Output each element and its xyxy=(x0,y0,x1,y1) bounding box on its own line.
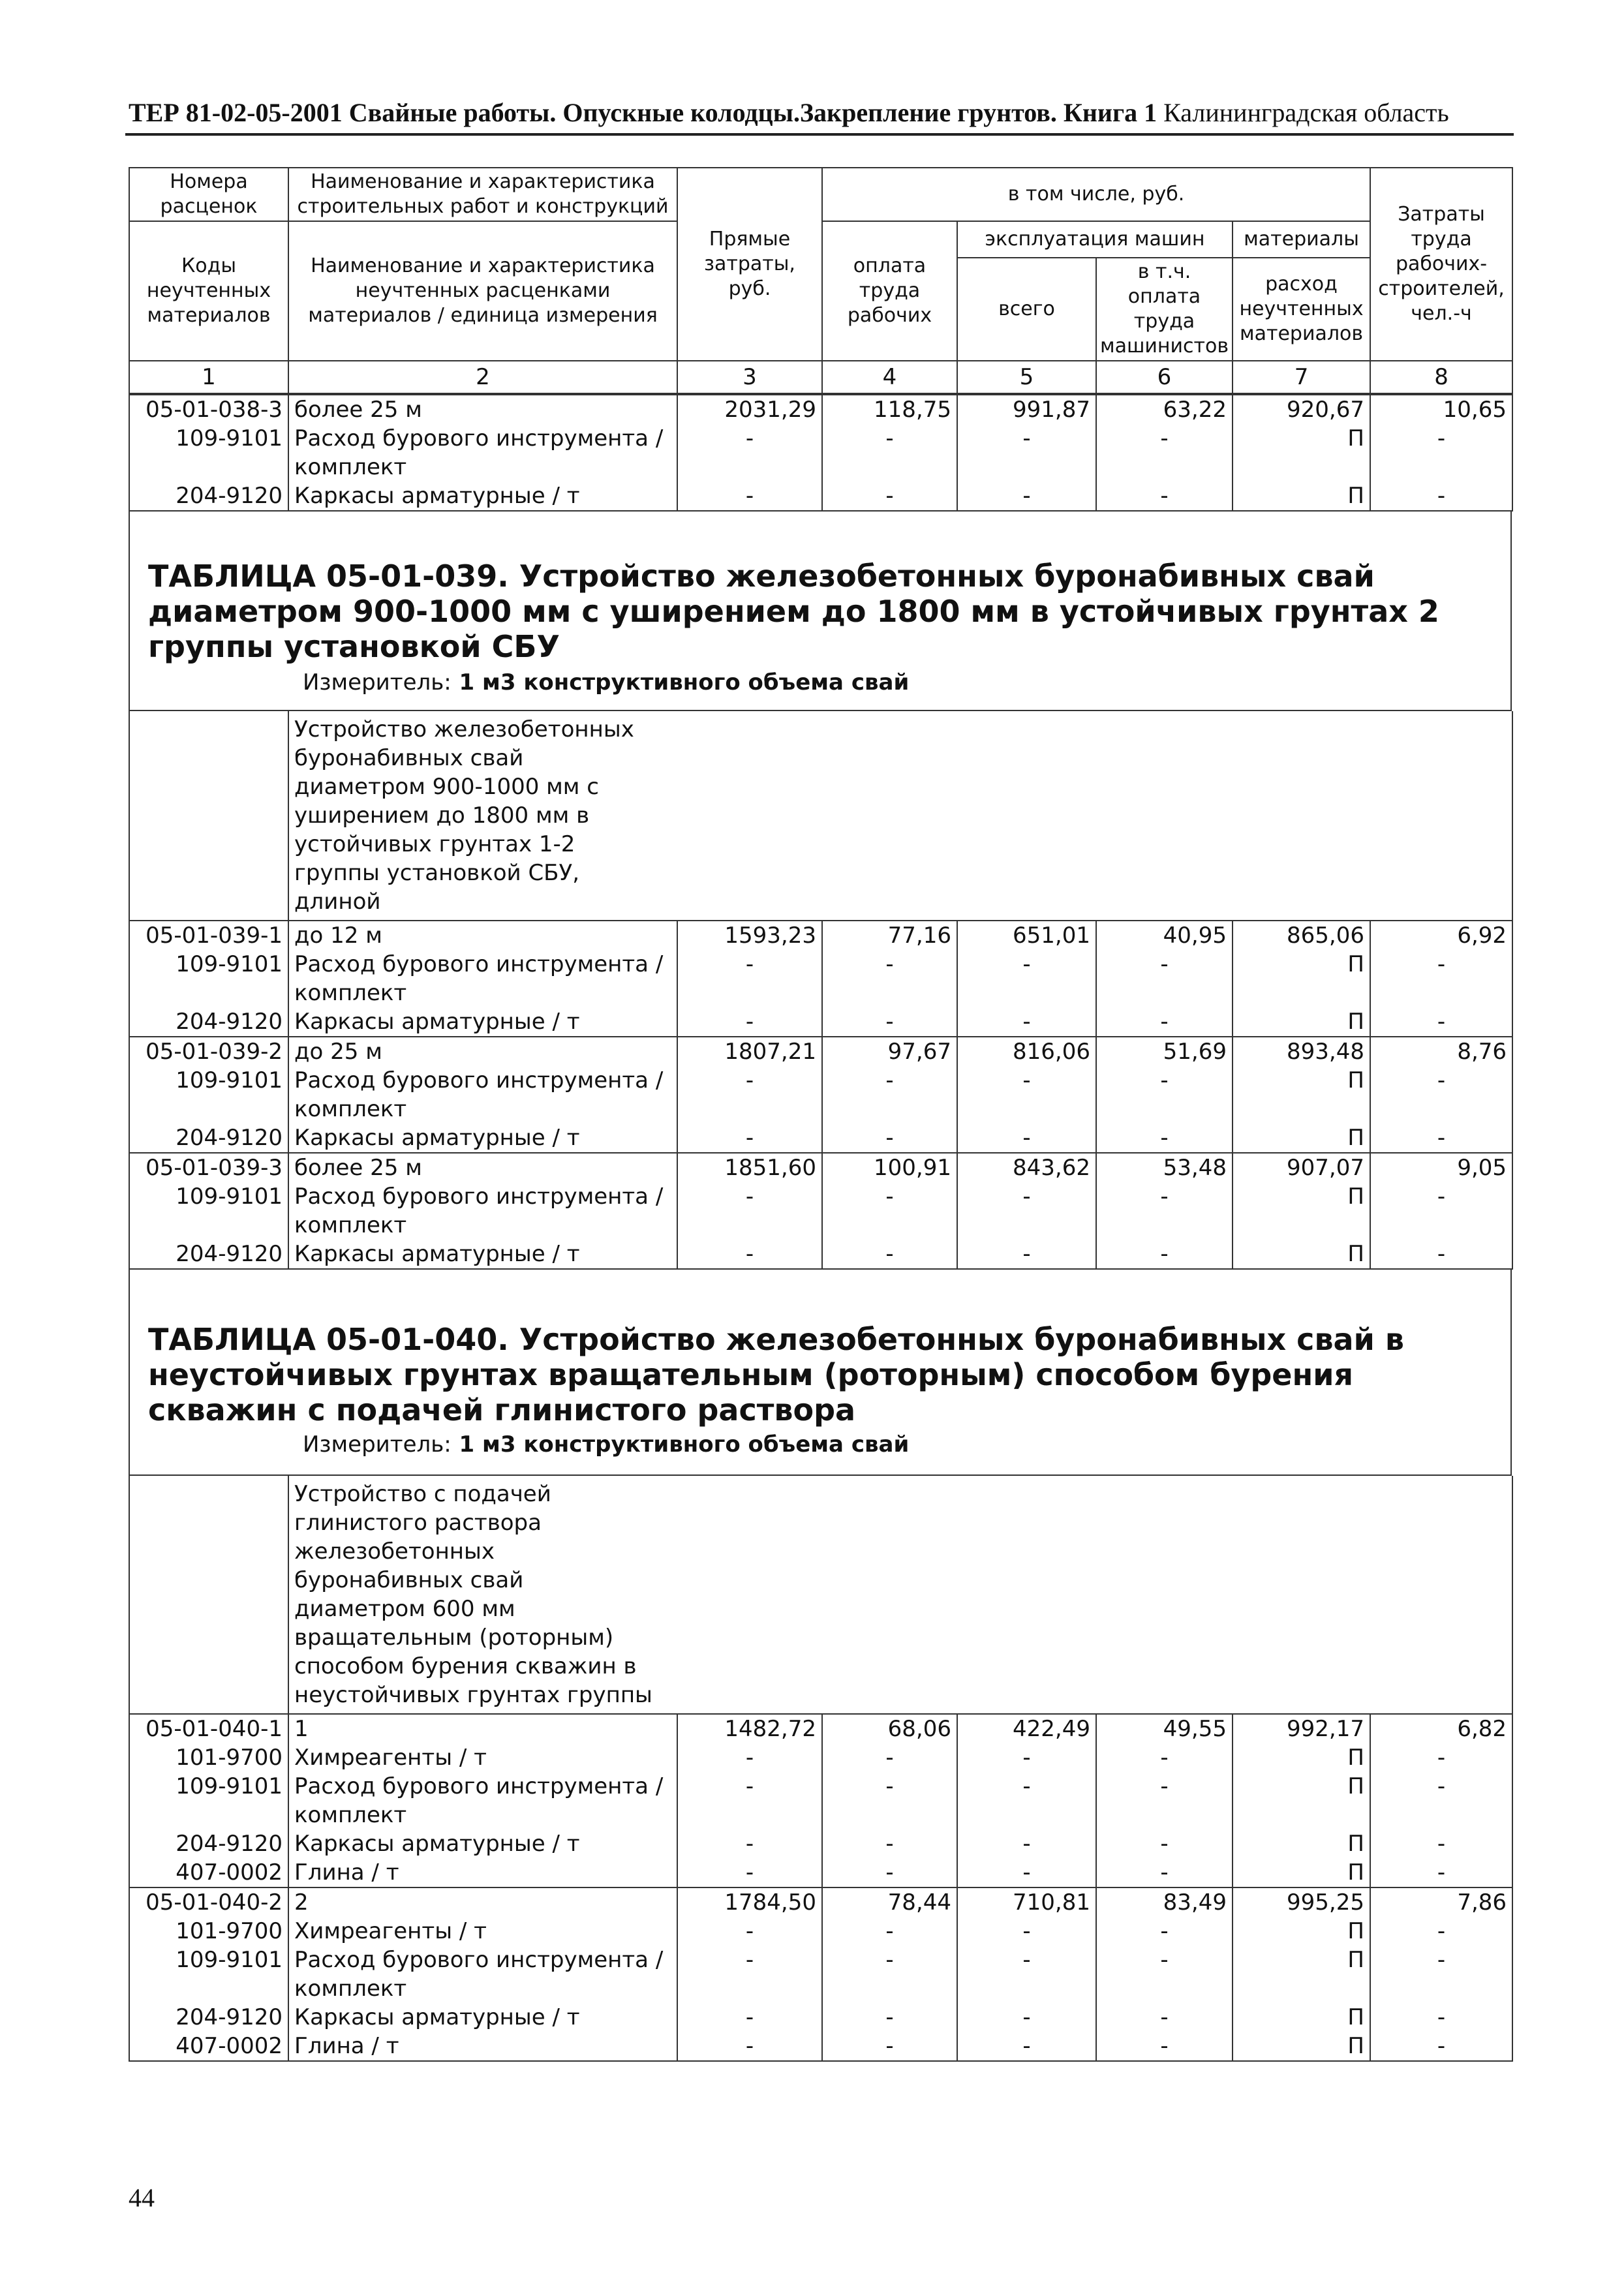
head-direct-costs: Прямые затраты, руб. xyxy=(677,168,822,361)
materials-cost: П xyxy=(1233,1829,1370,1858)
labor-costs: - xyxy=(1370,1743,1512,1772)
material-row xyxy=(129,1772,1512,1829)
worker-pay: - xyxy=(822,1240,957,1269)
rate-code: 101-9700 xyxy=(129,1917,288,1946)
direct-costs: - xyxy=(677,1066,822,1123)
labor-costs: - xyxy=(1370,2032,1512,2061)
rate-name: Глина / т xyxy=(288,2032,677,2061)
head-rate-numbers: Номера расценок xyxy=(129,168,288,221)
machinist-pay: - xyxy=(1096,2032,1233,2061)
direct-costs: - xyxy=(677,1829,822,1858)
machinist-pay: - xyxy=(1096,950,1233,1007)
machinist-pay: 49,55 xyxy=(1096,1714,1233,1743)
machinist-pay: - xyxy=(1096,1123,1233,1153)
section-meter xyxy=(303,1430,909,1459)
machines-total: 422,49 xyxy=(957,1714,1096,1743)
rates-block-040 xyxy=(129,1476,1513,2062)
head-materials: материалы xyxy=(1233,221,1370,258)
rate-name: Каркасы арматурные / т xyxy=(288,1829,677,1858)
rate-code: 407-0002 xyxy=(129,2032,288,2061)
rate-name: 2 xyxy=(288,1887,677,1917)
worker-pay: - xyxy=(822,424,957,481)
rate-name: более 25 м xyxy=(288,1153,677,1182)
material-row xyxy=(129,1946,1512,2003)
rate-row xyxy=(129,395,1512,424)
labor-costs: - xyxy=(1370,1240,1512,1269)
rate-name: Каркасы арматурные / т xyxy=(288,1240,677,1269)
meter-label: Измеритель: xyxy=(303,669,452,695)
labor-costs: - xyxy=(1370,424,1512,481)
worker-pay: - xyxy=(822,2003,957,2032)
section-05-01-039 xyxy=(129,512,1512,711)
machines-total: - xyxy=(957,2032,1096,2061)
running-header xyxy=(129,97,1512,129)
rate-code: 204-9120 xyxy=(129,1829,288,1858)
direct-costs: - xyxy=(677,1858,822,1887)
section-meter xyxy=(303,668,909,697)
materials-cost: П xyxy=(1233,950,1370,1007)
column-number: 7 xyxy=(1233,361,1370,393)
direct-costs: - xyxy=(677,2003,822,2032)
materials-cost: 907,07 xyxy=(1233,1153,1370,1182)
meter-value: 1 м3 конструктивного объема свай xyxy=(451,1431,910,1458)
head-machines-total: всего xyxy=(957,258,1096,361)
material-row xyxy=(129,1240,1512,1269)
rate-code: 05-01-040-1 xyxy=(129,1714,288,1743)
rate-row xyxy=(129,1037,1512,1066)
labor-costs: - xyxy=(1370,1182,1512,1240)
rate-name: Расход бурового инструмента / комплект xyxy=(288,950,677,1007)
materials-cost: П xyxy=(1233,2003,1370,2032)
rate-name: Расход бурового инструмента / комплект xyxy=(288,424,677,481)
materials-cost: П xyxy=(1233,481,1370,511)
rate-code: 204-9120 xyxy=(129,1007,288,1037)
machinist-pay: 63,22 xyxy=(1096,395,1233,424)
rate-code: 05-01-038-3 xyxy=(129,395,288,424)
machinist-pay: - xyxy=(1096,1772,1233,1829)
labor-costs: 9,05 xyxy=(1370,1153,1512,1182)
machines-total: - xyxy=(957,1743,1096,1772)
direct-costs: - xyxy=(677,1240,822,1269)
header-bold-text: ТЕР 81-02-05-2001 Свайные работы. Опускные колодцы.Закрепление грунтов. Книга 1 xyxy=(129,98,1157,127)
worker-pay: - xyxy=(822,950,957,1007)
column-number: 2 xyxy=(288,361,677,393)
direct-costs: - xyxy=(677,1007,822,1037)
rate-name: 1 xyxy=(288,1714,677,1743)
labor-costs: - xyxy=(1370,481,1512,511)
head-including: в том числе, руб. xyxy=(822,168,1370,221)
rate-name: Расход бурового инструмента / комплект xyxy=(288,1772,677,1829)
machines-total: 816,06 xyxy=(957,1037,1096,1066)
machinist-pay: - xyxy=(1096,1182,1233,1240)
section-description xyxy=(288,1476,1512,1714)
page-number: 44 xyxy=(129,2183,155,2212)
worker-pay: - xyxy=(822,1182,957,1240)
rate-code: 101-9700 xyxy=(129,1743,288,1772)
material-row xyxy=(129,950,1512,1007)
rate-row xyxy=(129,1153,1512,1182)
materials-cost: П xyxy=(1233,1858,1370,1887)
machines-total: - xyxy=(957,1829,1096,1858)
material-row xyxy=(129,1066,1512,1123)
machinist-pay: 53,48 xyxy=(1096,1153,1233,1182)
rate-code: 204-9120 xyxy=(129,2003,288,2032)
rate-code: 05-01-040-2 xyxy=(129,1887,288,1917)
rate-name: до 12 м xyxy=(288,921,677,950)
machines-total: - xyxy=(957,1182,1096,1240)
material-row xyxy=(129,1829,1512,1858)
machinist-pay: - xyxy=(1096,1917,1233,1946)
rate-name: Глина / т xyxy=(288,1858,677,1887)
materials-cost: П xyxy=(1233,1123,1370,1153)
direct-costs: - xyxy=(677,1917,822,1946)
section-title: ТАБЛИЦА 05-01-040. Устройство железобетонных буронабивных свай в неустойчивых грунтах вращательным (роторным) способом бурения скважин с подачей глинистого раствора xyxy=(148,1322,1404,1428)
rate-name: Каркасы арматурные / т xyxy=(288,481,677,511)
meter-label: Измеритель: xyxy=(303,1431,452,1458)
worker-pay: 77,16 xyxy=(822,921,957,950)
head-machines: эксплуатация машин xyxy=(957,221,1233,258)
direct-costs: - xyxy=(677,1946,822,2003)
worker-pay: - xyxy=(822,481,957,511)
rate-code: 204-9120 xyxy=(129,1123,288,1153)
machinist-pay: - xyxy=(1096,424,1233,481)
machines-total: - xyxy=(957,1917,1096,1946)
rates-block-039 xyxy=(129,711,1513,1270)
head-machinist-pay: в т.ч. оплата труда машинистов xyxy=(1096,258,1233,361)
machines-total: - xyxy=(957,1123,1096,1153)
rate-code: 05-01-039-1 xyxy=(129,921,288,950)
machinist-pay: 83,49 xyxy=(1096,1887,1233,1917)
meter-value: 1 м3 конструктивного объема свай xyxy=(451,669,910,695)
rate-name: Расход бурового инструмента / комплект xyxy=(288,1946,677,2003)
rate-code: 109-9101 xyxy=(129,1066,288,1123)
price-table-head xyxy=(129,167,1513,394)
machines-total: - xyxy=(957,1066,1096,1123)
machinist-pay: 40,95 xyxy=(1096,921,1233,950)
direct-costs: - xyxy=(677,2032,822,2061)
header-region-text: Калининградская область xyxy=(1157,98,1449,127)
labor-costs: - xyxy=(1370,1066,1512,1123)
material-row xyxy=(129,1743,1512,1772)
materials-cost: П xyxy=(1233,1743,1370,1772)
head-material-codes: Коды неучтенных материалов xyxy=(129,221,288,361)
rate-name: Каркасы арматурные / т xyxy=(288,1123,677,1153)
materials-cost: П xyxy=(1233,1946,1370,2003)
rate-name: Каркасы арматурные / т xyxy=(288,1007,677,1037)
column-number: 1 xyxy=(129,361,288,393)
machinist-pay: - xyxy=(1096,1858,1233,1887)
machines-total: - xyxy=(957,424,1096,481)
rates-block-038 xyxy=(129,394,1513,512)
labor-costs: - xyxy=(1370,1917,1512,1946)
labor-costs: - xyxy=(1370,950,1512,1007)
materials-cost: 920,67 xyxy=(1233,395,1370,424)
machines-total: - xyxy=(957,1946,1096,2003)
labor-costs: 7,86 xyxy=(1370,1887,1512,1917)
section-description xyxy=(288,711,1512,921)
rate-code: 109-9101 xyxy=(129,1772,288,1829)
rate-row xyxy=(129,1714,1512,1743)
material-row xyxy=(129,481,1512,511)
rate-name: Каркасы арматурные / т xyxy=(288,2003,677,2032)
direct-costs: - xyxy=(677,1743,822,1772)
materials-cost: П xyxy=(1233,1772,1370,1829)
material-row xyxy=(129,424,1512,481)
direct-costs: - xyxy=(677,1123,822,1153)
labor-costs: 6,92 xyxy=(1370,921,1512,950)
materials-cost: П xyxy=(1233,2032,1370,2061)
machinist-pay: - xyxy=(1096,1007,1233,1037)
head-material-names: Наименование и характеристика неучтенных расценками материалов / единица измерения xyxy=(288,221,677,361)
column-numbers-row xyxy=(129,361,1512,393)
labor-costs: 8,76 xyxy=(1370,1037,1512,1066)
direct-costs: 1482,72 xyxy=(677,1714,822,1743)
machines-total: - xyxy=(957,1772,1096,1829)
rate-name: Расход бурового инструмента / комплект xyxy=(288,1182,677,1240)
direct-costs: 1784,50 xyxy=(677,1887,822,1917)
material-row xyxy=(129,1858,1512,1887)
machinist-pay: - xyxy=(1096,1066,1233,1123)
material-row xyxy=(129,2032,1512,2061)
materials-cost: П xyxy=(1233,424,1370,481)
head-worker-pay: оплата труда рабочих xyxy=(822,221,957,361)
head-work-name: Наименование и характеристика строительных работ и конструкций xyxy=(288,168,677,221)
rate-row xyxy=(129,1887,1512,1917)
material-row xyxy=(129,1917,1512,1946)
machines-total: 843,62 xyxy=(957,1153,1096,1182)
worker-pay: - xyxy=(822,1007,957,1037)
machines-total: - xyxy=(957,1858,1096,1887)
machinist-pay: - xyxy=(1096,1240,1233,1269)
column-number: 4 xyxy=(822,361,957,393)
machines-total: - xyxy=(957,481,1096,511)
rate-row xyxy=(129,921,1512,950)
machines-total: - xyxy=(957,2003,1096,2032)
labor-costs: - xyxy=(1370,1829,1512,1858)
header-rule xyxy=(125,133,1514,136)
worker-pay: - xyxy=(822,1858,957,1887)
direct-costs: 2031,29 xyxy=(677,395,822,424)
worker-pay: - xyxy=(822,1772,957,1829)
material-row xyxy=(129,1123,1512,1153)
rate-code: 204-9120 xyxy=(129,481,288,511)
materials-cost: П xyxy=(1233,1007,1370,1037)
head-labor-costs: Затраты труда рабочих-строителей, чел.-ч xyxy=(1370,168,1512,361)
worker-pay: 68,06 xyxy=(822,1714,957,1743)
rate-code: 109-9101 xyxy=(129,424,288,481)
materials-cost: 865,06 xyxy=(1233,921,1370,950)
rate-code: 05-01-039-3 xyxy=(129,1153,288,1182)
worker-pay: 97,67 xyxy=(822,1037,957,1066)
labor-costs: 10,65 xyxy=(1370,395,1512,424)
labor-costs: - xyxy=(1370,1858,1512,1887)
labor-costs: 6,82 xyxy=(1370,1714,1512,1743)
rate-code: 05-01-039-2 xyxy=(129,1037,288,1066)
machines-total: 651,01 xyxy=(957,921,1096,950)
rate-name: Химреагенты / т xyxy=(288,1917,677,1946)
worker-pay: - xyxy=(822,1743,957,1772)
direct-costs: - xyxy=(677,1182,822,1240)
machines-total: - xyxy=(957,950,1096,1007)
direct-costs: - xyxy=(677,424,822,481)
worker-pay: 118,75 xyxy=(822,395,957,424)
labor-costs: - xyxy=(1370,1007,1512,1037)
direct-costs: 1593,23 xyxy=(677,921,822,950)
labor-costs: - xyxy=(1370,2003,1512,2032)
materials-cost: П xyxy=(1233,1917,1370,1946)
material-row xyxy=(129,2003,1512,2032)
direct-costs: - xyxy=(677,950,822,1007)
head-unaccounted-materials: расход неучтенных материалов xyxy=(1233,258,1370,361)
machinist-pay: - xyxy=(1096,481,1233,511)
materials-cost: П xyxy=(1233,1066,1370,1123)
machines-total: - xyxy=(957,1240,1096,1269)
worker-pay: - xyxy=(822,2032,957,2061)
machinist-pay: 51,69 xyxy=(1096,1037,1233,1066)
rate-name: более 25 м xyxy=(288,395,677,424)
worker-pay: - xyxy=(822,1917,957,1946)
section-description-text: Устройство с подачей глинистого раствора железобетонных буронабивных свай диаметром 600 мм вращательным (роторным) способом бурения скважин в неустойчивых грунтах группы xyxy=(294,1481,652,1708)
rate-name: Химреагенты / т xyxy=(288,1743,677,1772)
machines-total: 710,81 xyxy=(957,1887,1096,1917)
section-description-text: Устройство железобетонных буронабивных свай диаметром 900-1000 мм с уширением до 1800 мм в устойчивых грунтах 1-2 группы установкой СБУ, длиной xyxy=(294,716,634,915)
machinist-pay: - xyxy=(1096,2003,1233,2032)
labor-costs: - xyxy=(1370,1772,1512,1829)
section-rule xyxy=(130,710,1510,711)
rate-code: 109-9101 xyxy=(129,1182,288,1240)
machinist-pay: - xyxy=(1096,1829,1233,1858)
labor-costs: - xyxy=(1370,1946,1512,2003)
worker-pay: 78,44 xyxy=(822,1887,957,1917)
direct-costs: - xyxy=(677,481,822,511)
rate-code: 109-9101 xyxy=(129,1946,288,2003)
section-rule xyxy=(130,1475,1510,1476)
machines-total: - xyxy=(957,1007,1096,1037)
labor-costs: - xyxy=(1370,1123,1512,1153)
price-sheet xyxy=(129,167,1512,2062)
machinist-pay: - xyxy=(1096,1946,1233,2003)
materials-cost: 992,17 xyxy=(1233,1714,1370,1743)
rate-code: 109-9101 xyxy=(129,950,288,1007)
materials-cost: 995,25 xyxy=(1233,1887,1370,1917)
machinist-pay: - xyxy=(1096,1743,1233,1772)
worker-pay: - xyxy=(822,1066,957,1123)
rate-name: до 25 м xyxy=(288,1037,677,1066)
rate-code: 204-9120 xyxy=(129,1240,288,1269)
column-number: 5 xyxy=(957,361,1096,393)
materials-cost: П xyxy=(1233,1182,1370,1240)
rate-name: Расход бурового инструмента / комплект xyxy=(288,1066,677,1123)
worker-pay: - xyxy=(822,1829,957,1858)
column-number: 3 xyxy=(677,361,822,393)
direct-costs: - xyxy=(677,1772,822,1829)
rate-code: 407-0002 xyxy=(129,1858,288,1887)
materials-cost: П xyxy=(1233,1240,1370,1269)
material-row xyxy=(129,1007,1512,1037)
column-number: 6 xyxy=(1096,361,1233,393)
worker-pay: - xyxy=(822,1946,957,2003)
machines-total: 991,87 xyxy=(957,395,1096,424)
worker-pay: 100,91 xyxy=(822,1153,957,1182)
materials-cost: 893,48 xyxy=(1233,1037,1370,1066)
material-row xyxy=(129,1182,1512,1240)
direct-costs: 1807,21 xyxy=(677,1037,822,1066)
section-05-01-040 xyxy=(129,1270,1512,1476)
direct-costs: 1851,60 xyxy=(677,1153,822,1182)
worker-pay: - xyxy=(822,1123,957,1153)
column-number: 8 xyxy=(1370,361,1512,393)
section-title: ТАБЛИЦА 05-01-039. Устройство железобетонных буронабивных свай диаметром 900-1000 мм с уширением до 1800 мм в устойчивых грунтах 2 группы установкой СБУ xyxy=(148,558,1439,664)
